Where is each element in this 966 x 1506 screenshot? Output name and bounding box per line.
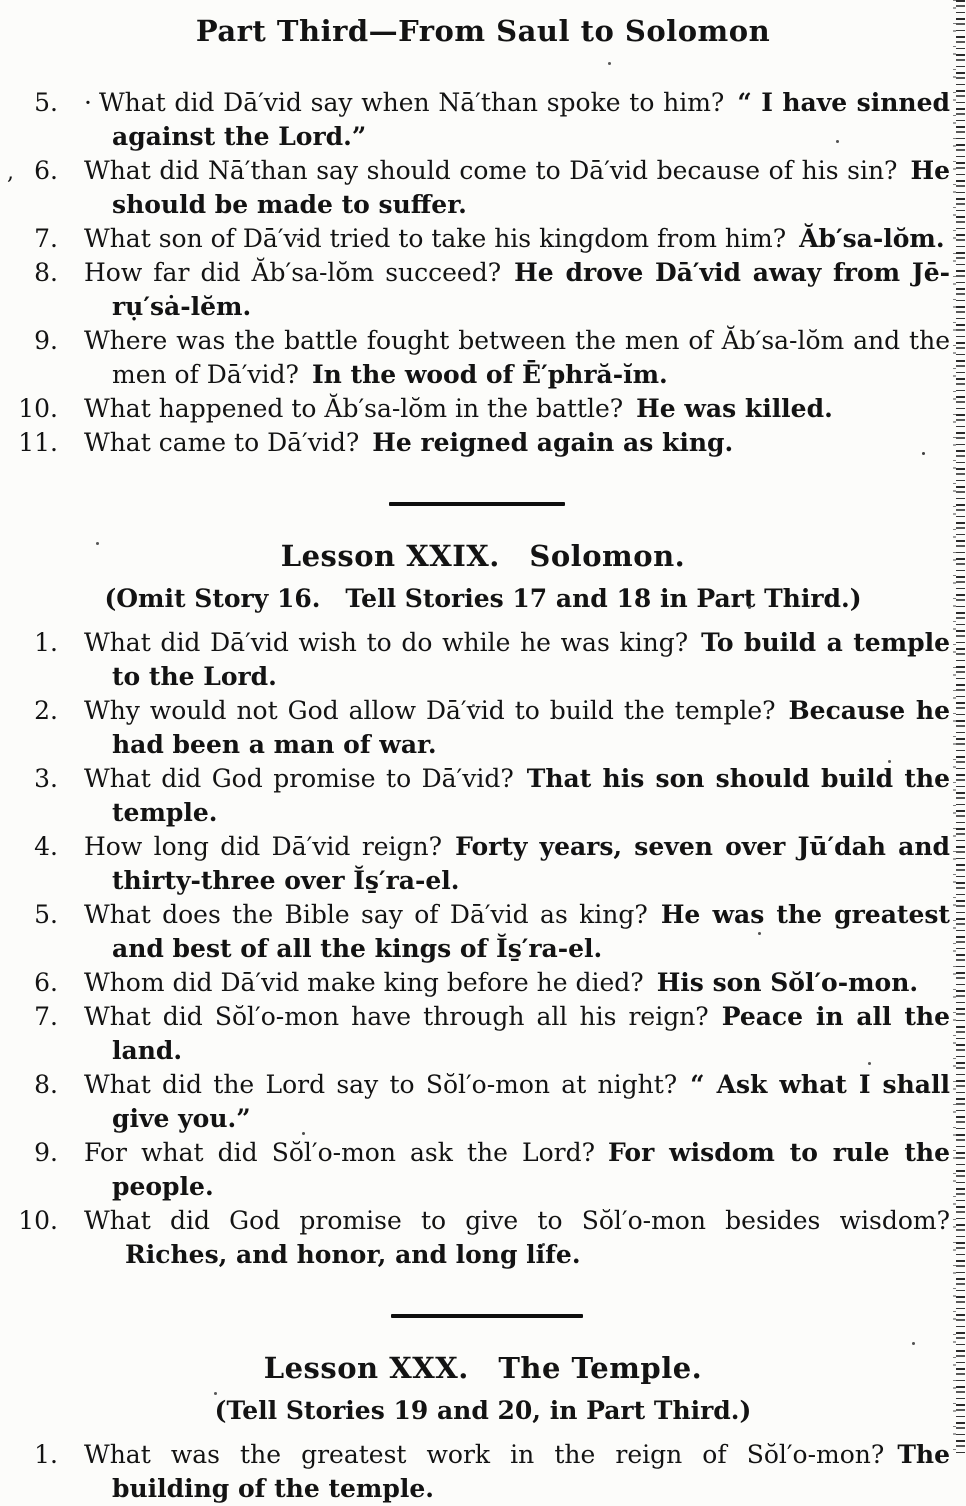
item-text	[84, 392, 950, 426]
item-number: 9.	[34, 1138, 58, 1167]
item-question: What did Sŏl′o-mon have through all his reign?	[84, 1002, 709, 1031]
item-question: What came to Dā′vid?	[84, 428, 360, 457]
qa-item	[0, 1000, 950, 1068]
item-question: What happened to Ăb′sa-lŏm in the battle?	[84, 394, 624, 423]
item-answer: He was killed.	[636, 394, 833, 423]
item-text	[84, 426, 950, 460]
qa-item	[0, 1068, 950, 1136]
item-number: 1.	[34, 628, 58, 657]
item-number: 10.	[18, 1206, 58, 1235]
item-number: 5.	[34, 88, 58, 117]
item-answer: “ I have sinned against the Lord.”	[112, 88, 950, 151]
lesson-30-heading: Lesson XXX. The Temple.	[263, 1351, 703, 1385]
item-text	[84, 86, 950, 154]
item-number: 7.	[34, 224, 58, 253]
item-question: Why would not God allow Dā′vid to build the temple?	[84, 696, 776, 725]
item-answer: Riches, and honor, and long life.	[125, 1240, 581, 1269]
item-question: What was the greatest work in the reign of Sŏl′o-mon?	[84, 1440, 885, 1469]
item-text	[84, 694, 950, 762]
item-answer: Forty years, seven over Jū′dah and thirty-three over Ĭs̱′ra-el.	[112, 832, 950, 895]
item-question: What does the Bible say of Dā′vid as king?	[84, 900, 648, 929]
qa-item	[0, 426, 950, 460]
item-number: 8.	[34, 1070, 58, 1099]
qa-item	[0, 256, 950, 324]
item-question: What did God promise to Dā′vid?	[84, 764, 514, 793]
item-number: 2.	[34, 696, 58, 725]
scan-noise	[0, 0, 3, 3]
lesson-30-subheading: (Tell Stories 19 and 20, in Part Third.)	[214, 1396, 752, 1425]
item-question: How far did Ăb′sa-lŏm succeed?	[84, 258, 502, 287]
scan-edge-artifact	[956, 0, 965, 1455]
qa-item	[0, 898, 950, 966]
qa-item	[0, 1204, 950, 1272]
item-question: What did Nā′than say should come to Dā′vid because of his sin?	[84, 156, 898, 185]
item-text	[84, 1000, 950, 1068]
item-question: What did Dā′vid wish to do while he was king?	[84, 628, 689, 657]
item-text	[84, 222, 950, 256]
qa-item	[0, 324, 950, 392]
item-number: 5.	[34, 900, 58, 929]
page-title: Part Third—From Saul to Solomon	[195, 14, 771, 48]
item-number: 7.	[34, 1002, 58, 1031]
item-question: Where was the battle fought between the men of Ăb′sa-lŏm and the men of Dā′vid?	[84, 326, 950, 389]
part-third-qa-list	[0, 86, 966, 460]
qa-item	[0, 222, 950, 256]
item-question: For what did Sŏl′o-mon ask the Lord?	[84, 1138, 596, 1167]
item-number: 8.	[34, 258, 58, 287]
item-answer: “ Ask what I shall give you.”	[112, 1070, 951, 1133]
item-number: 1.	[34, 1440, 58, 1469]
item-answer: His son Sŏl′o-mon.	[656, 968, 919, 997]
section-divider	[391, 1314, 583, 1318]
item-number: 4.	[34, 832, 58, 861]
item-question: What son of Dā′vid tried to take his kingdom from him?	[84, 224, 787, 253]
item-question: Whom did Dā′vid make king before he died?	[84, 968, 644, 997]
qa-item	[0, 626, 950, 694]
qa-item	[0, 966, 950, 1000]
qa-item	[0, 392, 950, 426]
lesson-29-subheading: (Omit Story 16. Tell Stories 17 and 18 in Part Third.)	[104, 584, 862, 613]
item-text	[84, 256, 950, 324]
lesson-30-qa-list	[0, 1438, 966, 1506]
lesson-29-qa-list	[0, 626, 966, 1272]
item-number: 9.	[34, 326, 58, 355]
item-text	[84, 626, 950, 694]
item-text	[84, 1068, 950, 1136]
item-text	[84, 762, 950, 830]
item-answer: Ăb′sa-lŏm.	[799, 224, 945, 253]
qa-item	[0, 86, 950, 154]
item-answer: Because he had been a man of war.	[112, 696, 950, 759]
item-answer: For wisdom to rule the people.	[112, 1138, 950, 1201]
item-number: 3.	[34, 764, 58, 793]
item-text	[84, 1438, 950, 1506]
scan-speck: ,	[7, 160, 14, 185]
item-text	[84, 898, 950, 966]
item-number: 6.	[34, 156, 58, 185]
item-number: 11.	[18, 428, 58, 457]
lesson-29-heading: Lesson XXIX. Solomon.	[280, 539, 686, 573]
item-question: What did Dā′vid say when Nā′than spoke to him?	[98, 88, 725, 117]
item-text	[84, 324, 950, 392]
item-answer: Peace in all the land.	[112, 1002, 950, 1065]
item-answer: He drove Dā′vid away from Jē-rụ′sȧ-lĕm.	[112, 258, 951, 321]
item-text	[84, 1204, 950, 1272]
item-answer: He was the greatest and best of all the kings of Ĭs̱′ra-el.	[112, 900, 950, 963]
item-answer: The building of the temple.	[112, 1440, 950, 1503]
qa-item	[0, 830, 950, 898]
qa-item	[0, 154, 950, 222]
item-answer: He reigned again as king.	[372, 428, 734, 457]
item-number: 10.	[18, 394, 58, 423]
item-question: What did the Lord say to Sŏl′o-mon at night?	[84, 1070, 678, 1099]
qa-item	[0, 694, 950, 762]
item-text	[84, 154, 950, 222]
item-answer: To build a temple to the Lord.	[112, 628, 951, 691]
item-number: 6.	[34, 968, 58, 997]
item-question: What did God promise to give to Sŏl′o-mon besides wisdom?	[84, 1206, 950, 1235]
item-text	[84, 966, 950, 1000]
item-text	[84, 1136, 950, 1204]
item-text	[84, 830, 950, 898]
qa-item	[0, 1438, 950, 1506]
qa-item	[0, 1136, 950, 1204]
item-question: How long did Dā′vid reign?	[84, 832, 443, 861]
item-answer: He should be made to suffer.	[112, 156, 950, 219]
qa-item	[0, 762, 950, 830]
item-answer: That his son should build the temple.	[112, 764, 950, 827]
section-divider	[389, 502, 565, 506]
item-answer: In the wood of Ē′phră-ĭm.	[311, 360, 668, 389]
scan-speck: ·	[84, 88, 92, 117]
